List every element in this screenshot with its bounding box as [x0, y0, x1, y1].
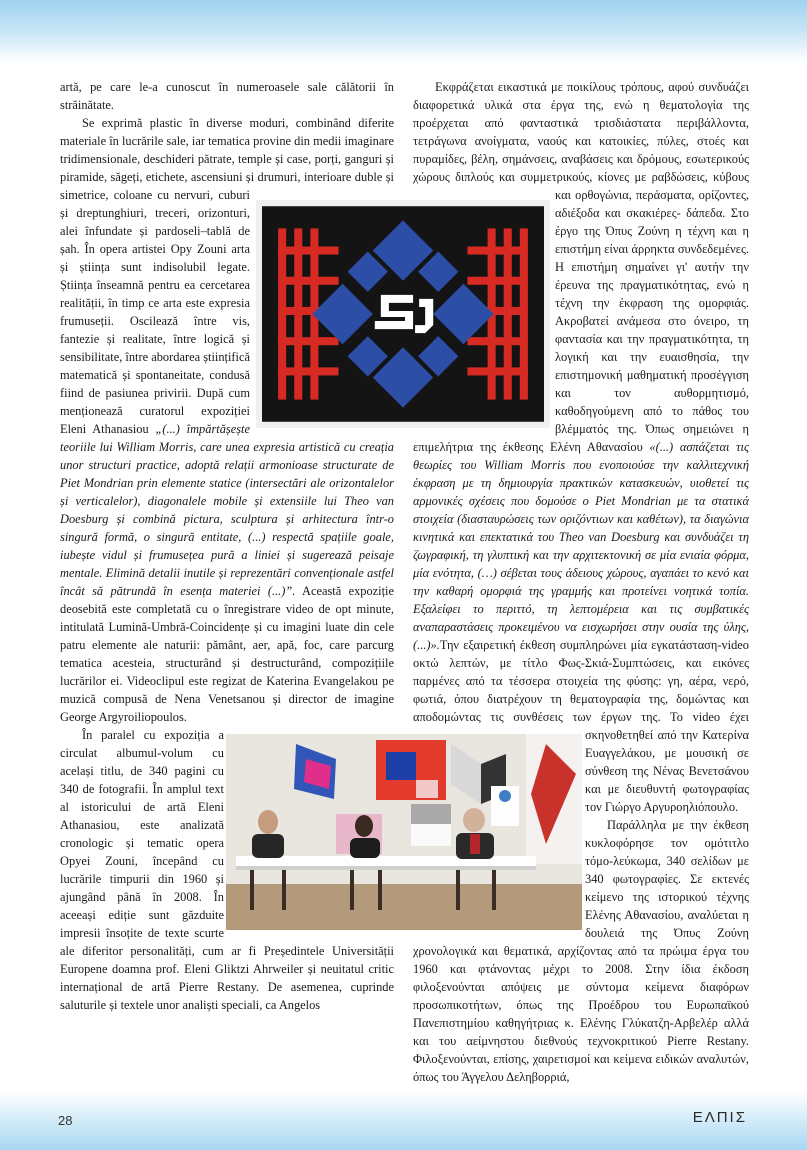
magazine-name: ΕΛΠΙΣ [692, 1109, 747, 1126]
right-curator-quote: «(...) ασπάζεται τις θεωρίες του William Morris που ενοποιούσε την καλλιτεχνική έκφραση με τη δημιουργία πρακτικών κατασκευών, υιοθετεί τις αρμονικές σχέσεις που δομούσε ο Piet Mondrian με τα στατικά στοιχεία (διασταυρώσεις των οριζόντιων και καθέτων), τα διαγώνια κινητικά και επεκτατικά του Theo van Doesburg και συνδυάζει τη ζωγραφική, τη γλυπτική και την αρχιτεκτονική σε μία ενιαία φόρμα, μία ενότητα, (…) σέβεται τους άδειους χώρους, αγαπάει το κενό και την καθαρή ομορφιά της γραμμής και προτείνει νοητικά τοπία. Εξαλείφει το περιττό, τη λεπτομέρεια και τις συμβατικές αναπαραστάσεις προκειμένου να εισχωρήσει στην ουσία της ύλης, (...)». [413, 440, 750, 652]
right-paragraph-1-end: Την εξαιρετική έκθεση συμπληρώνει μία εγκατάσταση-video οκτώ λεπτών, με τίτλο Φως-Σκιά-Συμπτώσεις, και εικόνες παρμένες από τα τέσσερα στοιχεία της φύσης: γη, αέρα, νερό, φωτιά, όπου διατρέχουν τη θεματογραφία της, δομώντας και αποδομώντας τις συνθέσεις των έργων της. Το video έχει σκηνοθετηθεί από την Κατερίνα Ευαγγελάκου, με μουσική σε σύνθεση της Νένας Βενετσάνου και με διευθυντή φωτογραφίας τον Γιώργο Αργυροηλιόπουλο. [413, 638, 749, 814]
header-band [0, 0, 807, 62]
right-artwork-wrap [413, 200, 555, 432]
left-paragraph-3: În paralel cu expoziția a circulat albumul-volum cu același titlu, de 340 pagini cu 340 de fotografii. În amplul text al istoricului de artă Eleni Athanasiou, este analizată cronologic și tematic opera Opyei Zouni, începând cu lucrările timpurii din 1960 și ajungând până în 2008. În aceeași ediție sunt găzduite impresii însoțite de texte scurte ale diferitor personalități, cum ar fi Președintele Universității Europene doamna prof. Eleni Gliktzi Ahrweiler și neuitatul critic internațional de artă Pierre Restany. De asemenea, cuprinde saluturile și textele unor analiști speciali, ca Angelos [60, 728, 394, 1012]
right-column [413, 78, 749, 1086]
footer-band [0, 1092, 807, 1150]
page-number: 28 [58, 1113, 73, 1128]
right-photo-wrap [413, 734, 585, 932]
left-paragraph-2-end: Această expoziție deosebită este completată cu o înregistrare video de opt minute, intitulată Lumină-Umbră-Coincidențe și cu imagini luate din cele patru elemente ale naturii: pământ, aer, apă, foc, care parcurg tematica acesteia, structurând și destructurând, compozițiile lucrărilor ei. Videoclipul este regizat de Katerina Evangelakou pe muzică compusă de Nena Venetsanou și director de imagine George Argyroiliopoulos. [60, 584, 394, 724]
left-paragraph-1: artă, pe care le-a cunoscut în numeroasele sale călătorii în străinătate. [60, 80, 394, 112]
right-paragraph-2: Παράλληλα με την έκθεση κυκλοφόρησε τον ομότιτλο τόμο-λεύκωμα, 340 σελίδων με 340 φωτογραφίες. Σε εκτενές κείμενο της ιστορικού τέχνης Ελένης Αθανασίου, αναλύεται η δουλειά της Όπυς Ζούνη χρονολογικά και θεματικά, αρχίζοντας από τα πρώιμα έργα του 1960 και φτάνοντας μέχρι το 2008. Στην ίδια έκδοση φιλοξενούνται απόψεις με σύντομα κείμενα διαφόρων προσωπικοτήτων, όπως της Προέδρου του Ευρωπαϊκού Πανεπιστημίου καθηγήτριας κ. Ελένης Γλύκατζη-Αρβελέρ αλλά και του αείμνηστου διεθνούς τεχνοκριτικού Pierre Restany. Φιλοξενούνται, επίσης, χαιρετισμοί και κείμενα ειδικών αναλυτών, όπως του Άγγελου Δεληβορριά, [413, 818, 749, 1084]
right-paragraph-1 [413, 78, 749, 816]
left-paragraph-2-text: Se exprimă plastic în diverse moduri, combinând diferite materiale în lucrările sale, iar tematica provine din medii imaginare tridimensionale, deschideri pătrate, temple și case, porți, ganguri și piramide, săgeți, etichete, ascensiuni și drumuri, interioare duble și simetrice, coloane cu nervuri, cuburi și dreptunghiuri, treceri, orizonturi, alei înfundate și pardoseli–tablă de șah. În opera artistei Opy Zouni arta și știința sunt indisolubil legate. Știința înseamnă pentru ea cercetarea realității, în timp ce arta este expresia frumuseții. Oscilează între vis, fantezie și realitate, între logică și sensibilitate, între abordarea științifică matematică și spontaneitate, condusă fiind de pasiunea privirii. După cum menționează curatorul expoziției Eleni Athanasiou [60, 116, 394, 436]
left-curator-quote: „(...) împărtășește teoriile lui William Morris, care unea expresia artistică cu creația unor structuri practice, adoptă relații armonioase structurate de Piet Mondrian prin elemente statice (intersectări ale orizontalelor și verticalelor), diagonalele mobile și extensiile lui Theo van Doesburg și combină pictura, sculptura și arhitectura într-o singură formă, o singură entitate, (...) respectă spațiile goale, iubește vidul și frumusețea pură a liniei și sugerează peisaje mentale. Elimină detalii inutile și reprezentări convenționale astfel încât să pătrundă în esența materiei (...)”. [60, 422, 394, 598]
right-paragraph-1-text: Εκφράζεται εικαστικά με ποικίλους τρόπους, αφού συνδυάζει διαφορετικά υλικά στα έργα της, ενώ η θεματολογία της προέρχεται από φανταστικά τρισδιάστατα περιβάλλοντα, τετράγωνα ανοίγματα, ναούς και κατοικίες, πύλες, στοές και πυραμίδες, βέλη, σημάνσεις, αναβάσεις και δρόμους, εσωτερικούς χώρους διπλούς και συμμετρικούς, κίονες με ραβδώσεις, κύβους και ορθογώνια, περάσματα, ορίζοντες, αδιέξοδα και σκακιέρες- δάπεδα. Στο έργο της Όπυς Ζούνη η τέχνη και η επιστήμη είναι άρρηκτα συνδεδεμένες. Η επιστήμη σημαίνει γι' αυτήν την έρευνα της πραγματικότητας, ενώ η τέχνη την έκφραση της ομορφιάς. Ακροβατεί ανάμεσα στο όνειρο, τη φαντασία και την πραγματικότητα, τη λογική και την ευαισθησία, την επιστημονική μαθηματική προσέγγιση και τον αυθορμητισμό, καθοδηγούμενη από το πάθος του βλέμματός της. Όπως σημειώνει η επιμελήτρια της έκθεσης Ελένη Αθανασίου [413, 80, 749, 454]
